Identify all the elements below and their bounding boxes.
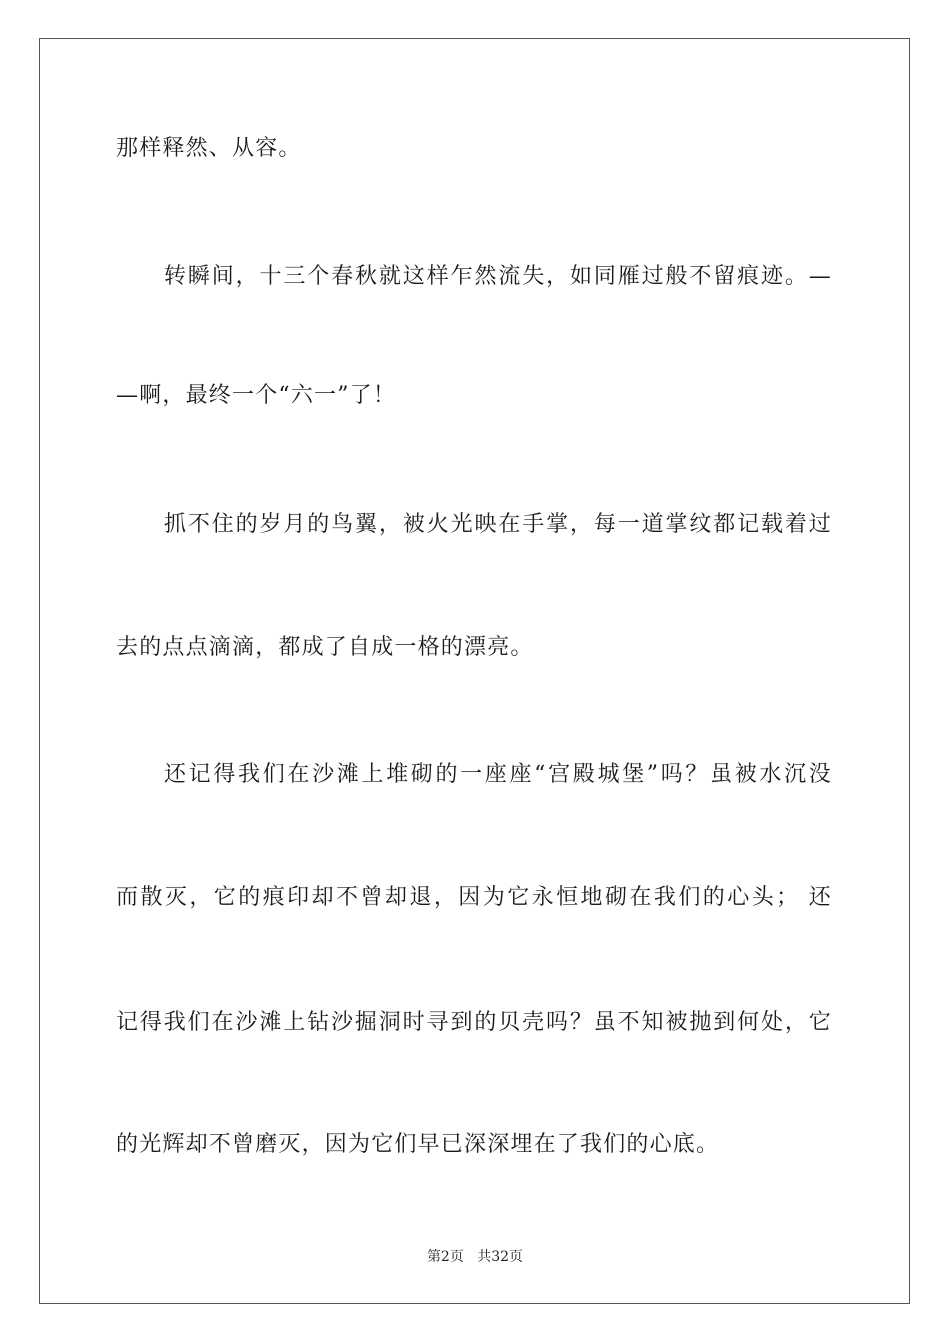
text-line-4: 抓不住的岁月的鸟翼，被火光映在手掌，每一道掌纹都记载着过 [164, 512, 832, 537]
text-line-1: 那样释然、从容。 [116, 136, 302, 161]
text-line-9: 的光辉却不曾磨灭，因为它们早已深深埋在了我们的心底。 [116, 1132, 720, 1157]
page-number: 第2页 [426, 1249, 464, 1265]
total-pages: 共32页 [477, 1249, 524, 1265]
text-line-2: 转瞬间，十三个春秋就这样乍然流失，如同雁过般不留痕迹。— [164, 264, 832, 289]
text-line-3: —啊，最终一个“六一”了！ [116, 383, 397, 408]
text-line-8: 记得我们在沙滩上钻沙掘洞时寻到的贝壳吗？虽不知被抛到何处，它 [116, 1010, 832, 1035]
page-footer [0, 1248, 950, 1266]
text-line-5: 去的点点滴滴，都成了自成一格的漂亮。 [116, 635, 534, 660]
text-line-7: 而散灭，它的痕印却不曾却退，因为它永恒地砌在我们的心头； 还 [116, 885, 832, 910]
page-frame [39, 38, 910, 1304]
text-line-6: 还记得我们在沙滩上堆砌的一座座“宫殿城堡”吗？虽被水沉没 [164, 762, 832, 787]
